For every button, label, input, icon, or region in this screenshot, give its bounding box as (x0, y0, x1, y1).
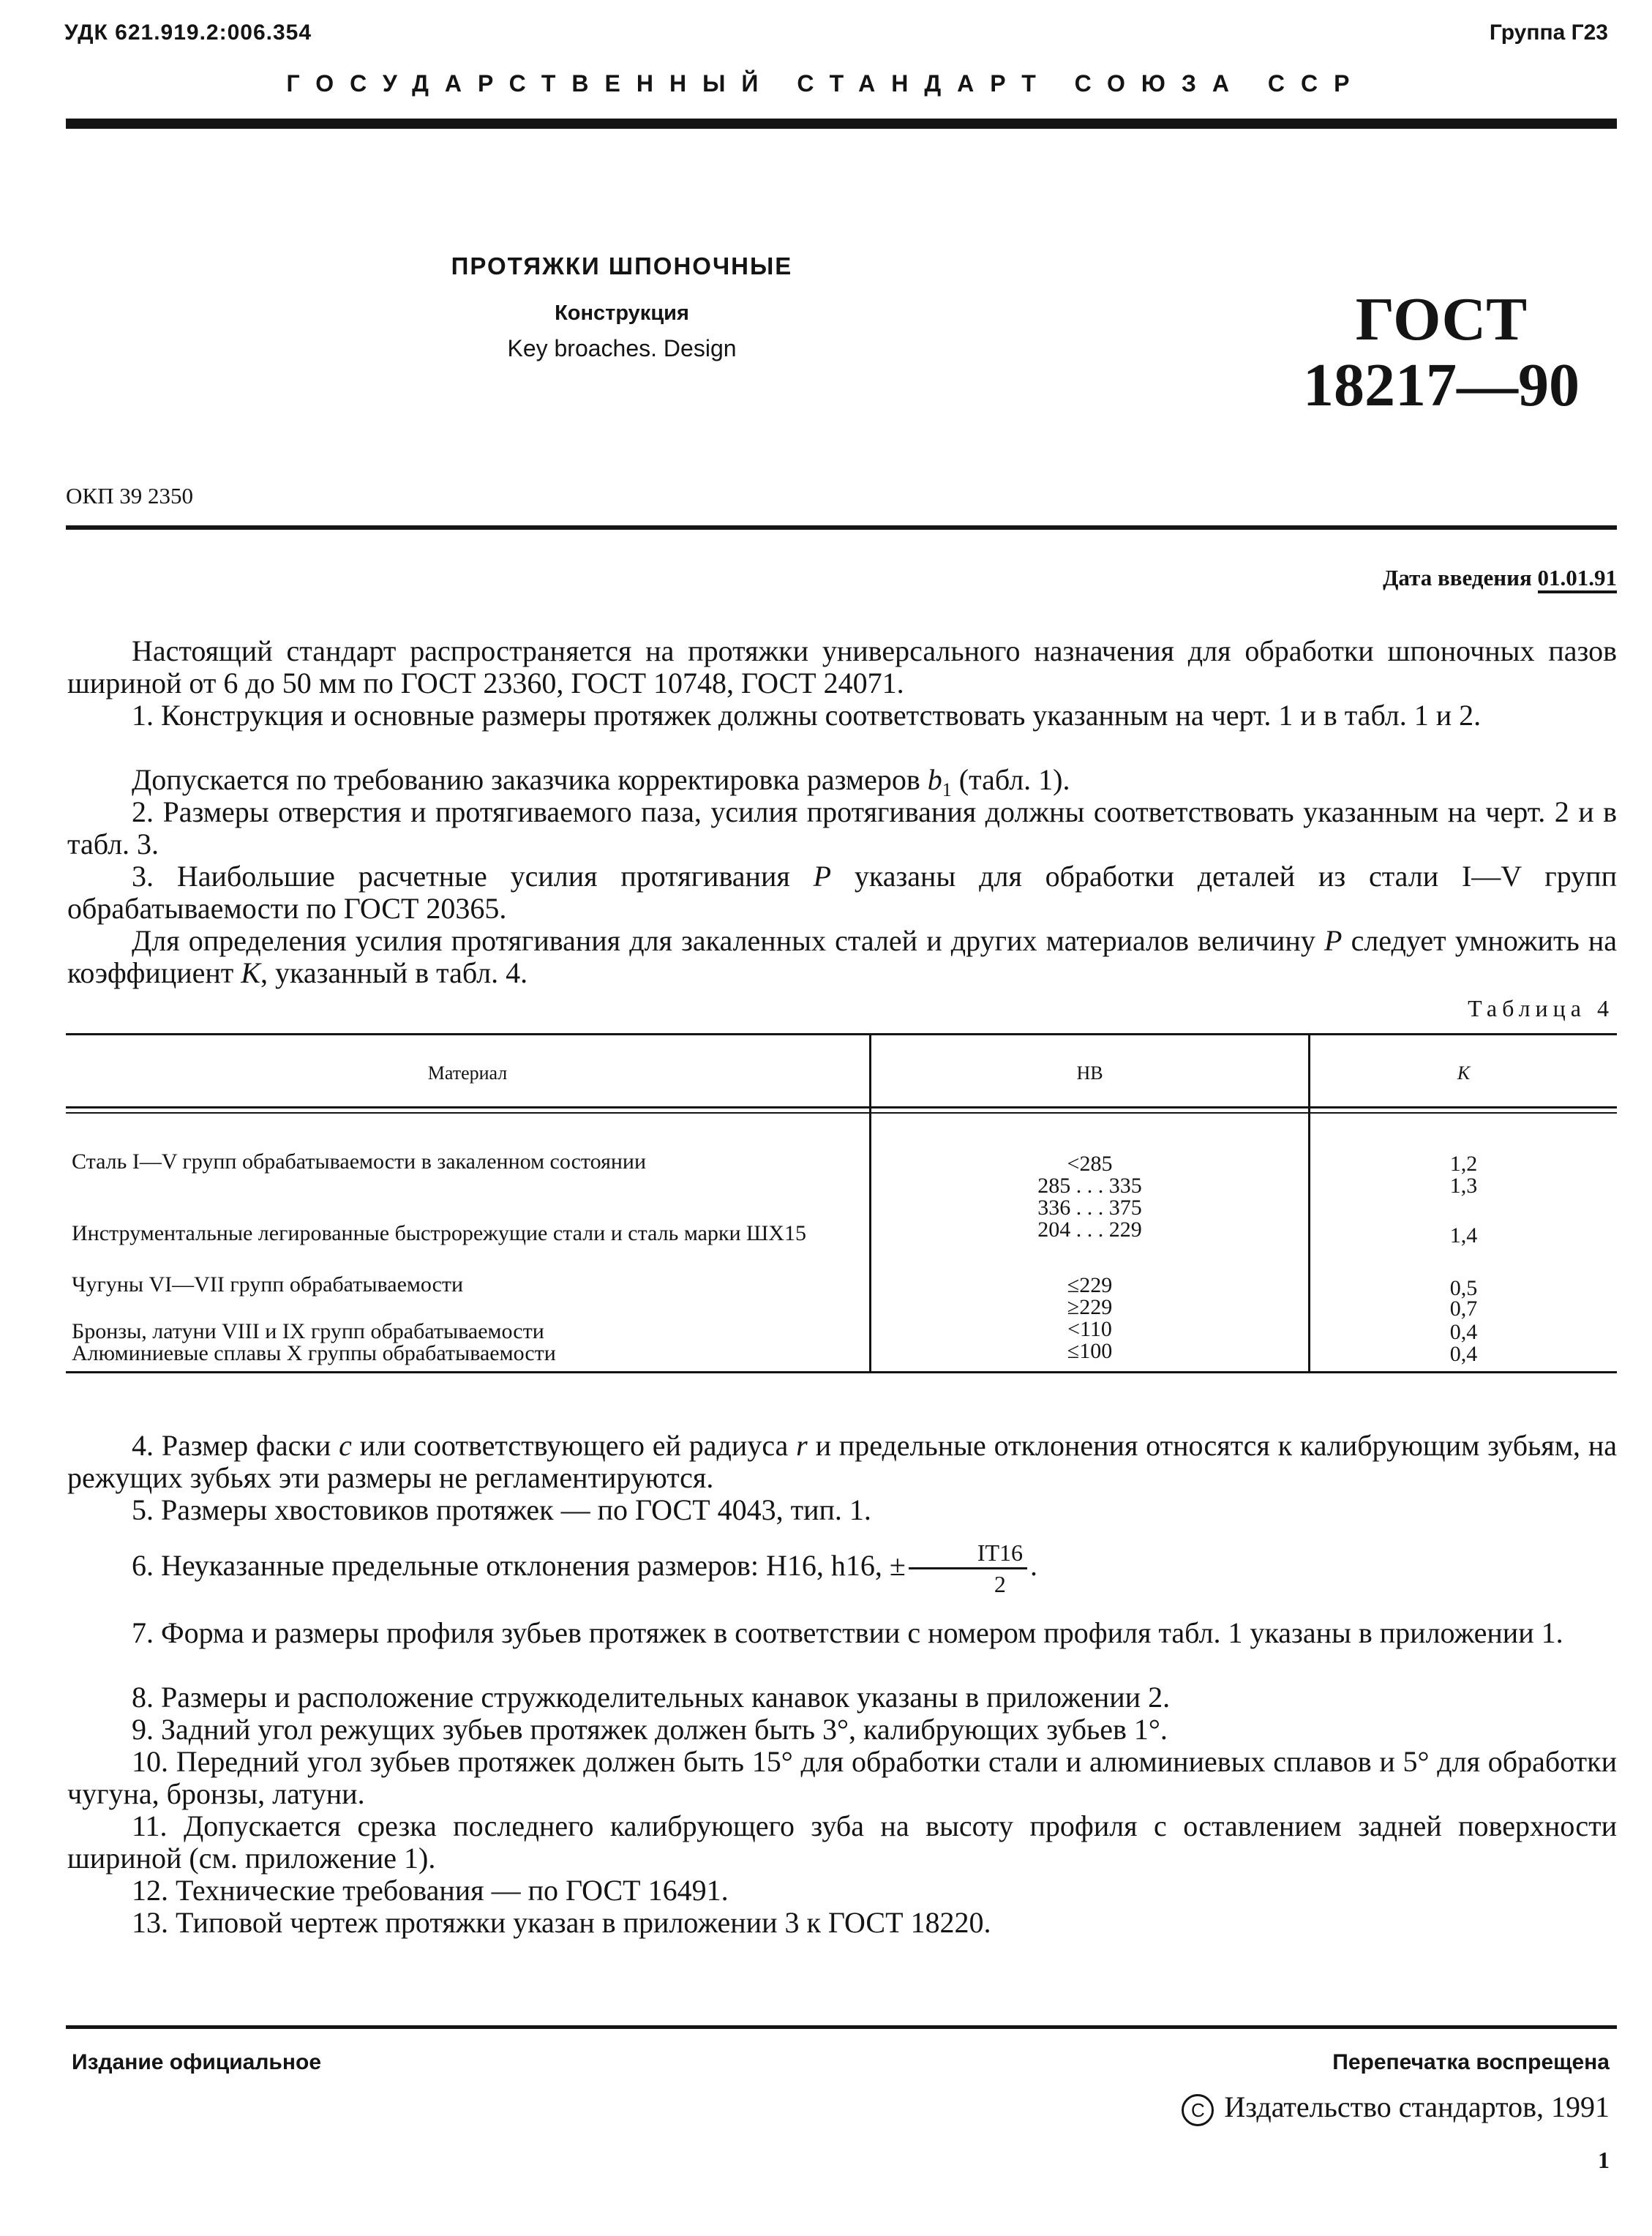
table-cell-k: 0,5 (1449, 1276, 1478, 1300)
table-4-label: Таблица 4 (1468, 995, 1614, 1021)
symbol-p: P (813, 860, 832, 893)
column-header-k: K (1457, 1062, 1471, 1084)
okp-code: ОКП 39 2350 (66, 483, 193, 509)
clause-4 (67, 1430, 1617, 1494)
clause-8: 8. Размеры и расположение стружкоделительных канавок указаны в приложении 2. (132, 1681, 1171, 1714)
table-cell-hb: ≤100 (1067, 1339, 1113, 1363)
symbol-b: b (927, 763, 942, 796)
top-rule (66, 119, 1617, 129)
document-title: ПРОТЯЖКИ ШПОНОЧНЫЕ (451, 252, 793, 280)
clause-4-text-c: и предельные отклонения относятся к калибрующим зубьям, на режущих зубьях эти размеры не регламентируются. (67, 1429, 1618, 1494)
clause-6 (67, 1531, 1617, 1601)
intro-paragraph: Настоящий стандарт распространяется на протяжки универсального назначения для обработки шпоночных пазов шириной от 6 до 50 мм по ГОСТ 23360, ГОСТ 10748, ГОСТ 24071. (67, 634, 1617, 699)
symbol-k: K (241, 956, 260, 989)
clause-11: 11. Допускается срезка последнего калибрующего зуба на высоту профиля с оставлением задней поверхности шириной (см. приложение 1). (67, 1809, 1617, 1875)
date-label: Дата введения (1383, 565, 1532, 590)
table-cell-material: Чугуны VI—VII групп обрабатываемости (72, 1272, 464, 1297)
official-edition-note: Издание официальное (72, 2050, 322, 2074)
table-cell-hb: 204 . . . 229 (1037, 1218, 1142, 1242)
fraction-denominator: 2 (994, 1571, 1006, 1598)
clause-1-allowance-text: Допускается по требованию заказчика корректировка размеров (132, 763, 928, 796)
table-cell-hb: <110 (1067, 1317, 1112, 1341)
document-subtitle: Конструкция (555, 301, 689, 325)
copyright-icon: C (1182, 2094, 1214, 2126)
table-cell-material: Алюминиевые сплавы X группы обрабатываемости (72, 1341, 556, 1365)
table-cell-k: 0,4 (1449, 1320, 1478, 1344)
clause-4-text-b: или соответствующего ей радиуса (351, 1429, 797, 1462)
coefficient-text-b: следует умножить на коэффициент (67, 924, 1617, 989)
table-cell-hb: <285 (1067, 1152, 1113, 1176)
clause-2: 2. Размеры отверстия и протягиваемого паза, усилия протягивания должны соответствовать указанным на черт. 2 и в табл. 3. (67, 795, 1617, 860)
group-code: Группа Г23 (1489, 20, 1608, 45)
clause-6-text: 6. Неуказанные предельные отклонения размеров: H16, h16, ± (132, 1549, 906, 1582)
footer-rule (66, 2025, 1617, 2029)
symbol-c: c (339, 1429, 352, 1462)
clause-7: 7. Форма и размеры профиля зубьев протяжек в соответствии с номером профиля табл. 1 указаны в приложении 1. (132, 1616, 1563, 1649)
fraction (909, 1538, 1027, 1599)
table-cell-hb: ≥229 (1067, 1295, 1113, 1319)
gost-label: ГОСТ (1355, 285, 1528, 353)
column-header-material: Материал (427, 1062, 508, 1084)
symbol-r: r (796, 1429, 808, 1462)
table-top-rule (66, 1033, 1617, 1035)
coefficient-text-a: Для определения усилия протягивания для закаленных сталей и других материалов величину (132, 924, 1324, 957)
table-cell-material: Сталь I—V групп обрабатываемости в закаленном состоянии (72, 1149, 647, 1174)
table-cell-hb: ≤229 (1067, 1273, 1113, 1297)
copyright-line (1182, 2090, 1610, 2126)
gost-number: 18217—90 (1303, 351, 1580, 419)
clause-10: 10. Передний угол зубьев протяжек должен быть 15° для обработки стали и алюминиевых сплавов и 5° для обработки чугуна, бронзы, латуни. (67, 1745, 1617, 1810)
column-header-hb: НВ (1076, 1062, 1103, 1084)
table-cell-k: 0,4 (1449, 1342, 1478, 1366)
table-bottom-rule (66, 1371, 1617, 1373)
clause-1-allowance-ref: (табл. 1). (951, 763, 1070, 796)
table-cell-material: Инструментальные легированные быстрорежущие стали и сталь марки ШХ15 (72, 1221, 806, 1245)
symbol-p: P (1324, 924, 1343, 957)
table-cell-material: Бронзы, латуни VIII и IX групп обрабатываемости (72, 1319, 544, 1343)
reprint-prohibited-note: Перепечатка воспрещена (1332, 2050, 1610, 2074)
clause-1: 1. Конструкция и основные размеры протяжек должны соответствовать указанным на черт. 1 и в табл. 1 и 2. (132, 699, 1482, 732)
table-header-rule (66, 1112, 1617, 1114)
table-cell-k: 0,7 (1449, 1297, 1478, 1321)
clause-13: 13. Типовой чертеж протяжки указан в приложении 3 к ГОСТ 18220. (132, 1906, 991, 1939)
udk-code: УДК 621.919.2:006.354 (64, 20, 312, 45)
state-standard-heading: ГОСУДАРСТВЕННЫЙ СТАНДАРТ СОЮЗА ССР (286, 70, 1366, 97)
date-value: 01.01.91 (1538, 565, 1618, 593)
clause-3-text-a: 3. Наибольшие расчетные усилия протягивания (132, 860, 814, 893)
copyright-text: Издательство стандартов, 1991 (1224, 2090, 1610, 2123)
middle-rule (66, 525, 1617, 530)
introduction-date (1383, 565, 1617, 591)
document-title-english: Key broaches. Design (507, 335, 737, 361)
fraction-numerator: IT16 (909, 1538, 1027, 1569)
table-cell-hb: 336 . . . 375 (1037, 1196, 1142, 1220)
clause-3 (67, 860, 1617, 925)
table-cell-k: 1,4 (1449, 1223, 1478, 1248)
table-cell-hb: 285 . . . 335 (1037, 1174, 1142, 1198)
symbol-b-subscript: 1 (942, 779, 952, 800)
clause-5: 5. Размеры хвостовиков протяжек — по ГОСТ 4043, тип. 1. (132, 1493, 871, 1526)
clause-3-text-b: указаны для обработки деталей из стали I—V групп обрабатываемости по ГОСТ 20365. (67, 860, 1617, 925)
table-cell-k: 1,2 (1449, 1152, 1478, 1176)
clause-3-coefficient (67, 925, 1617, 989)
clause-9: 9. Задний угол режущих зубьев протяжек должен быть 3°, калибрующих зубьев 1°. (132, 1713, 1168, 1746)
clause-12: 12. Технические требования — по ГОСТ 16491. (132, 1874, 729, 1907)
table-header-rule (66, 1106, 1617, 1108)
clause-4-text-a: 4. Размер фаски (132, 1429, 339, 1462)
page-number: 1 (1598, 2147, 1610, 2173)
clause-6-end: . (1030, 1549, 1038, 1582)
coefficient-text-c: , указанный в табл. 4. (260, 956, 528, 989)
table-cell-k: 1,3 (1449, 1174, 1478, 1198)
